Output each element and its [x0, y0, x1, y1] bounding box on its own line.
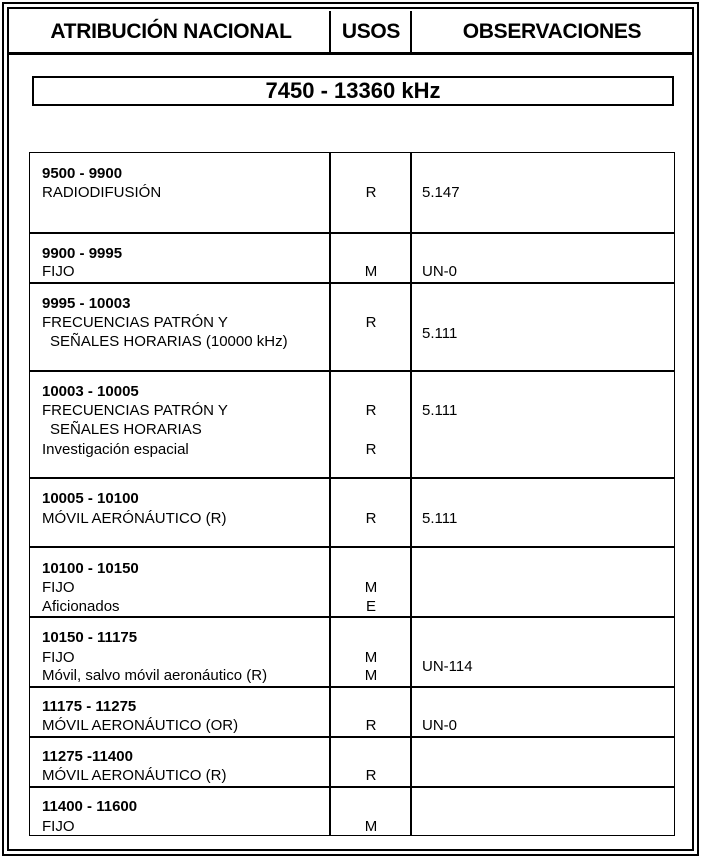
row-separator — [29, 546, 675, 548]
table-row-range: 10005 - 10100 — [42, 490, 139, 507]
table-row-uso: R — [365, 441, 377, 458]
table-row-service: MÓVIL AERONÁUTICO (OR) — [42, 717, 239, 734]
header-rule — [9, 52, 692, 55]
header-observaciones: OBSERVACIONES — [462, 20, 642, 43]
table-row-uso: M — [364, 667, 378, 684]
row-separator — [29, 786, 675, 788]
row-separator — [29, 616, 675, 618]
table-row-observation: 5.111 — [422, 402, 458, 419]
table-row-range: 9995 - 10003 — [42, 295, 131, 312]
header-divider — [410, 11, 412, 53]
table-row-range: 11175 - 11275 — [42, 698, 137, 715]
table-row-service: SEÑALES HORARIAS (10000 kHz) — [50, 333, 288, 350]
table-row-uso: M — [364, 649, 378, 666]
table-row-range: 9500 - 9900 — [42, 165, 123, 182]
row-separator — [29, 232, 675, 234]
header-atribucion: ATRIBUCIÓN NACIONAL — [50, 20, 292, 43]
table-row-service: Aficionados — [42, 598, 120, 615]
header-usos: USOS — [341, 20, 401, 43]
row-separator — [29, 686, 675, 688]
band-range-title: 7450 - 13360 kHz — [32, 76, 674, 106]
table-row-observation: UN-0 — [422, 717, 458, 734]
table-row-uso: R — [365, 767, 377, 784]
table-row-service: SEÑALES HORARIAS — [50, 421, 202, 438]
table-row-service: Investigación espacial — [42, 441, 189, 458]
table-row-uso: R — [365, 717, 377, 734]
table-row-uso: R — [365, 314, 377, 331]
table-row-uso: M — [364, 263, 378, 280]
table-row-service: FIJO — [42, 263, 75, 280]
table-row-observation: 5.111 — [422, 510, 458, 527]
table-row-service: MÓVIL AERÓNÁUTICO (R) — [42, 510, 227, 527]
table-row-uso: R — [365, 184, 377, 201]
table-row-uso: M — [364, 579, 378, 596]
table-row-uso: M — [364, 818, 378, 835]
table-row-observation: UN-0 — [422, 263, 458, 280]
table-row-observation: 5.147 — [422, 184, 460, 201]
row-separator — [29, 282, 675, 284]
table-row-service: FIJO — [42, 579, 75, 596]
table-row-range: 10003 - 10005 — [42, 383, 139, 400]
table-row-range: 9900 - 9995 — [42, 245, 123, 262]
table-row-range: 10150 - 11175 — [42, 629, 138, 646]
table-row-uso: E — [365, 598, 376, 615]
row-separator — [29, 477, 675, 479]
table-row-service: FRECUENCIAS PATRÓN Y — [42, 402, 228, 419]
row-separator — [29, 370, 675, 372]
table-row-service: RADIODIFUSIÓN — [42, 184, 162, 201]
table-row-service: FIJO — [42, 649, 75, 666]
table-row-range: 11400 - 11600 — [42, 798, 138, 815]
table-row-range: 10100 - 10150 — [42, 560, 139, 577]
table-row-observation: 5.111 — [422, 325, 458, 342]
table-row-service: FRECUENCIAS PATRÓN Y — [42, 314, 228, 331]
table-row-observation: UN-114 — [422, 658, 473, 675]
table-row-uso: R — [365, 402, 377, 419]
table-row-service: MÓVIL AERONÁUTICO (R) — [42, 767, 227, 784]
table-row-service: Móvil, salvo móvil aeronáutico (R) — [42, 667, 268, 684]
header-divider — [329, 11, 331, 53]
row-separator — [29, 736, 675, 738]
table-row-uso: R — [365, 510, 377, 527]
table-row-service: FIJO — [42, 818, 75, 835]
table-row-range: 11275 -11400 — [42, 748, 133, 765]
